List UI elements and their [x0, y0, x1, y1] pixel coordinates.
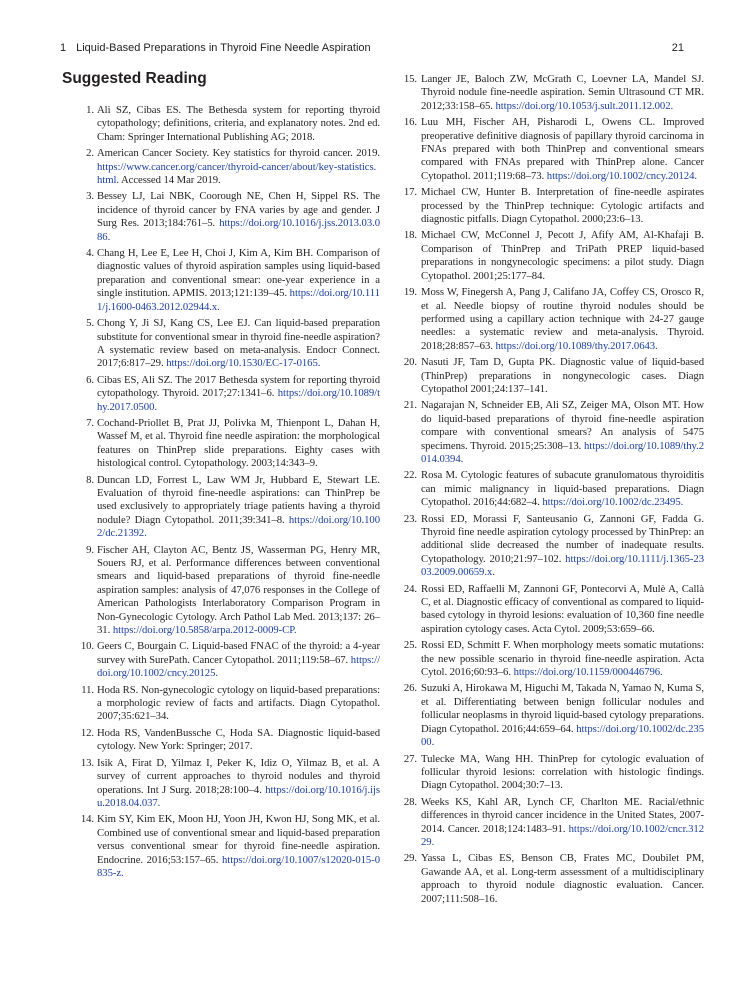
- reference-text: Rosa M. Cytologic features of subacute granulomatous thyroiditis can mimic malignancy in liquid-based preparations. Diagn Cytopathol. 2016;44:682–4.: [421, 469, 704, 509]
- reference-text: Ali SZ, Cibas ES. The Bethesda system for reporting thyroid cytopathology; definitions, criteria, and explanatory notes. 2nd ed. Cham: Springer International Publishing AG; 2018.: [97, 104, 380, 143]
- reference-doi-link[interactable]: https://doi.org/10.5858/arpa.2012-0009-CP.: [112, 624, 297, 637]
- reference-number: 24.: [403, 582, 417, 595]
- reference-doi-link[interactable]: https://doi.org/10.1111/j.1365-2303.2009.00659.x.: [421, 552, 704, 579]
- reference-item: [80, 684, 380, 724]
- reference-number: 19.: [403, 286, 417, 299]
- reference-number: 12.: [80, 726, 94, 739]
- reference-text: Kim SY, Kim EK, Moon HJ, Yoon JH, Kwon HJ, Song MK, et al. Combined use of conventional smear and liquid-based preparation versus conventional smear for thyroid fine-needle aspiration. Endocrine. 2016;53:157–65.: [97, 813, 380, 866]
- reference-item: [404, 229, 704, 283]
- reference-doi-link[interactable]: https://doi.org/10.1111/j.1600-0463.2012.02944.x.: [97, 287, 380, 313]
- reference-text: Cochand-Priollet B, Prat JJ, Polivka M, Thienpont L, Dahan H, Wassef M, et al. Thyroid fine needle aspiration: the morphological features on ThinPrep slide preparations. Eighty cases with histological control. Cytopathology. 2003;14:343–9.: [97, 416, 380, 470]
- chapter-number: 1: [60, 42, 67, 54]
- reference-doi-link[interactable]: https://doi.org/10.1002/cncr.31229.: [421, 822, 704, 848]
- reference-doi-link[interactable]: https://doi.org/10.1016/j.ijsu.2018.04.037.: [97, 783, 380, 809]
- reference-access-note: Accessed 14 Mar 2019.: [118, 174, 221, 187]
- reference-text: Rossi ED, Raffaelli M, Zannoni GF, Pontecorvi A, Mulè A, Callà C, et al. Diagnostic efficacy of conventional as compared to liquid-based cytology in thyroid lesions: evaluation of 10,360 fine needle aspiration cytology cases. Acta Cytol. 2009;53:659–66.: [421, 582, 705, 635]
- reference-doi-link[interactable]: https://doi.org/10.1089/thy.2017.0643.: [495, 339, 658, 352]
- reference-item: [80, 417, 380, 471]
- reference-number: 4.: [86, 247, 94, 260]
- reference-column-left: [80, 104, 380, 883]
- reference-item: [80, 474, 380, 541]
- running-header-chapter: [60, 42, 371, 54]
- reference-text: Nagarajan N, Schneider EB, Ali SZ, Zeiger MA, Olson MT. How do liquid-based preparations of thyroid fine-needle aspiration compare with conventional smears? An analysis of 5475 specimens. Thyroid. 2015;25:308–13.: [421, 399, 704, 452]
- reference-number: 25.: [403, 639, 417, 652]
- reference-text: Moss W, Finegersh A, Pang J, Califano JA, Coffey CS, Orosco R, et al. Needle biopsy of routine thyroid nodules should be performed using a capillary action technique with 24-27 gauge needles: a systematic review and meta-analysis. Thyroid. 2018;28:857–63.: [421, 286, 704, 352]
- reference-doi-link[interactable]: https://doi.org/10.1089/thy.2014.0394.: [421, 439, 704, 465]
- reference-number: 16.: [403, 116, 417, 129]
- reference-text: Yassa L, Cibas ES, Benson CB, Frates MC, Doubilet PM, Gawande AA, et al. Long-term assessment of a multidisciplinary approach to thyroid nodule diagnostic evaluation. Cancer. 2007;111:508–16.: [421, 852, 704, 905]
- reference-item: [80, 640, 380, 680]
- reference-item: [80, 247, 380, 314]
- reference-number: 7.: [86, 416, 94, 429]
- reference-text: Geers C, Bourgain C. Liquid-based FNAC of the thyroid: a 4-year survey with SurePath. Cancer Cytopathol. 2011;119:58–67.: [97, 640, 380, 666]
- reference-number: 5.: [86, 317, 94, 330]
- reference-number: 23.: [403, 512, 417, 525]
- reference-number: 20.: [403, 356, 417, 369]
- section-title: Suggested Reading: [62, 70, 207, 87]
- reference-item: [404, 469, 704, 509]
- reference-text: Tulecke MA, Wang HH. ThinPrep for cytologic evaluation of follicular thyroid lesions: correlation with histologic findings. Diagn Cytopathol. 2004;30:7–13.: [421, 752, 704, 792]
- reference-number: 15.: [403, 73, 417, 85]
- reference-doi-link[interactable]: https://doi.org/10.1002/dc.23495.: [542, 496, 684, 509]
- reference-number: 13.: [80, 756, 94, 769]
- reference-text: Michael CW, McConnel J, Pecott J, Afify AM, Al-Khafaji B. Comparison of ThinPrep and TriPath PREP liquid-based preparations in nongynecologic specimens: a pilot study. Diagn Cytopathol. 2001;25:177–84.: [421, 229, 704, 282]
- reference-doi-link[interactable]: https://doi.org/10.1159/000446796.: [513, 666, 663, 679]
- reference-doi-link[interactable]: https://doi.org/10.1002/cncy.20124.: [546, 169, 697, 182]
- reference-number: 8.: [86, 473, 94, 486]
- reference-item: [80, 757, 380, 811]
- page-number: 21: [671, 42, 684, 54]
- reference-item: [404, 286, 704, 353]
- reference-doi-link[interactable]: https://doi.org/10.1002/dc.23500.: [421, 722, 704, 749]
- reference-item: [404, 116, 704, 183]
- reference-item: [404, 753, 704, 793]
- reference-item: [404, 583, 704, 637]
- reference-text: American Cancer Society. Key statistics for thyroid cancer. 2019.: [97, 147, 380, 160]
- reference-text: Nasuti JF, Tam D, Gupta PK. Diagnostic value of liquid-based (ThinPrep) preparations in nongynecologic cases. Diagn Cytopathol 2001;24:137–141.: [421, 356, 704, 395]
- reference-number: 10.: [80, 640, 94, 653]
- reference-item: [404, 356, 704, 396]
- reference-doi-link[interactable]: https://doi.org/10.1053/j.sult.2011.12.002.: [495, 99, 674, 112]
- reference-item: [404, 852, 704, 906]
- reference-item: [80, 190, 380, 244]
- reference-doi-link[interactable]: https://doi.org/10.1530/EC-17-0165.: [166, 357, 321, 370]
- reference-item: [80, 317, 380, 371]
- reference-text: Suzuki A, Hirokawa M, Higuchi M, Takada N, Yamao N, Kuma S, et al. Differentiating between benign follicular nodules and follicular neoplasms in thyroid liquid-based cytology preparations. Diagn Cytopathol. 2016;44:659–64.: [421, 682, 704, 735]
- reference-number: 14.: [80, 813, 94, 826]
- reference-doi-link[interactable]: https://doi.org/10.1089/thy.2017.0500.: [97, 387, 380, 413]
- reference-number: 3.: [86, 190, 94, 203]
- reference-doi-link[interactable]: https://doi.org/10.1016/j.jss.2013.03.086.: [97, 217, 380, 243]
- reference-item: [404, 399, 704, 466]
- reference-number: 22.: [403, 469, 417, 482]
- reference-item: [80, 147, 380, 187]
- reference-number: 2.: [86, 147, 94, 160]
- reference-item: [80, 104, 380, 144]
- reference-text: Langer JE, Baloch ZW, McGrath C, Loevner LA, Mandel SJ. Thyroid nodule fine-needle aspiration. Semin Ultrasound CT MR. 2012;33:158–65.: [421, 73, 704, 112]
- chapter-title: Liquid-Based Preparations in Thyroid Fine Needle Aspiration: [76, 42, 371, 54]
- reference-text: Hoda RS, VandenBussche C, Hoda SA. Diagnostic liquid-based cytology. New York: Springer; 2017.: [97, 726, 380, 753]
- reference-text: Bessey LJ, Lai NBK, Coorough NE, Chen H, Sippel RS. The incidence of thyroid cancer by FNA varies by age and gender. J Surg Res. 2013;184:761–5.: [97, 190, 380, 230]
- reference-doi-link[interactable]: https://doi.org/10.1002/cncy.20125.: [97, 653, 380, 680]
- reference-text: Cibas ES, Ali SZ. The 2017 Bethesda system for reporting thyroid cytopathology. Thyroid. 2017;27:1341–6.: [97, 373, 380, 400]
- reference-column-right: [404, 73, 704, 909]
- reference-item: [80, 544, 380, 638]
- reference-text: Duncan LD, Forrest L, Law WM Jr, Hubbard E, Stewart LE. Evaluation of thyroid fine-needle aspirations: can ThinPrep be used exclusively to appropriately triage patients having a thyroid nodule? Diagn Cytopathol. 2011;39:341–8.: [97, 473, 380, 526]
- reference-item: [404, 796, 704, 850]
- reference-item: [404, 73, 704, 113]
- reference-number: 6.: [86, 373, 94, 386]
- reference-number: 17.: [403, 186, 417, 199]
- reference-text: Fischer AH, Clayton AC, Bentz JS, Wasserman PG, Henry MR, Souers RJ, et al. Performance differences between conventional smears and liquid-based preparations of thyroid fine-needle aspiration samples: analysis of 47,076 responses in the College of American Pathologists Interlaboratory Comparison Program in Non-Gynecologic Cytology. Arch Pathol Lab Med. 2013;137: 26–31.: [97, 543, 380, 637]
- reference-doi-link[interactable]: https://doi.org/10.1007/s12020-015-0835-z.: [97, 853, 380, 879]
- reference-text: Isik A, Firat D, Yilmaz I, Peker K, Idiz O, Yilmaz B, et al. A survey of current approaches to thyroid nodules and thyroid operations. Int J Surg. 2018;28:100–4.: [97, 756, 380, 796]
- reference-text: Hoda RS. Non-gynecologic cytology on liquid-based preparations: a morphologic review of facts and artifacts. Diagn Cytopathol. 2007;35:621–34.: [97, 683, 380, 723]
- reference-text: Rossi ED, Morassi F, Santeusanio G, Zannoni GF, Fadda G. Thyroid fine needle aspiration cytology processed by ThinPrep: an additional slide decreased the number of inadequate results. Cytopathology. 2010;21:97–102.: [421, 512, 704, 565]
- reference-number: 1.: [86, 104, 94, 116]
- reference-doi-link[interactable]: https://doi.org/10.1002/dc.21392.: [97, 513, 380, 540]
- reference-number: 9.: [86, 543, 94, 556]
- reference-item: [404, 513, 704, 580]
- reference-text: Chong Y, Ji SJ, Kang CS, Lee EJ. Can liquid-based preparation substitute for conventional smear in thyroid fine-needle aspiration? A systematic review based on meta-analysis. Endocr Connect. 2017;6:817–29.: [97, 317, 380, 370]
- reference-item: [80, 727, 380, 754]
- reference-number: 18.: [403, 229, 417, 242]
- reference-text: Michael CW, Hunter B. Interpretation of fine-needle aspirates processed by the ThinPrep technique: Cytologic artifacts and diagnostic pitfalls. Diagn Cytopathol. 2000;23:6–13.: [421, 186, 704, 226]
- reference-item: [404, 186, 704, 226]
- running-header: [60, 42, 684, 60]
- reference-item: [404, 682, 704, 749]
- reference-item: [80, 813, 380, 880]
- reference-doi-link[interactable]: https://www.cancer.org/cancer/thyroid-cancer/about/key-statistics.html.: [97, 160, 377, 187]
- reference-text: Chang H, Lee E, Lee H, Choi J, Kim A, Kim BH. Comparison of diagnostic values of thyroid aspiration samples using liquid-based preparation and conventional smear: one-year experience in a single institution. APMIS. 2013;121:139–45.: [97, 247, 380, 300]
- reference-number: 11.: [81, 683, 94, 696]
- reference-number: 27.: [403, 752, 417, 765]
- reference-number: 26.: [403, 682, 417, 695]
- reference-text: Luu MH, Fischer AH, Pisharodi L, Owens CL. Improved preoperative definitive diagnosis of papillary thyroid carcinoma in FNAs prepared with both ThinPrep and conventional smears compared with FNAs prepared with ThinPrep alone. Cancer Cytopathol. 2011;119:68–73.: [421, 116, 704, 182]
- reference-number: 28.: [403, 795, 417, 808]
- reference-text: Weeks KS, Kahl AR, Lynch CF, Charlton ME. Racial/ethnic differences in thyroid cancer incidence in the United States, 2007-2014. Cancer. 2018;124:1483–91.: [421, 795, 704, 835]
- reference-text: Rossi ED, Schmitt F. When morphology meets somatic mutations: the new possible scenario in thyroid fine-needle aspiration. Acta Cytol. 2016;60:93–6.: [421, 639, 704, 679]
- reference-item: [80, 374, 380, 414]
- reference-item: [404, 639, 704, 679]
- reference-number: 29.: [403, 852, 417, 865]
- reference-number: 21.: [403, 399, 417, 412]
